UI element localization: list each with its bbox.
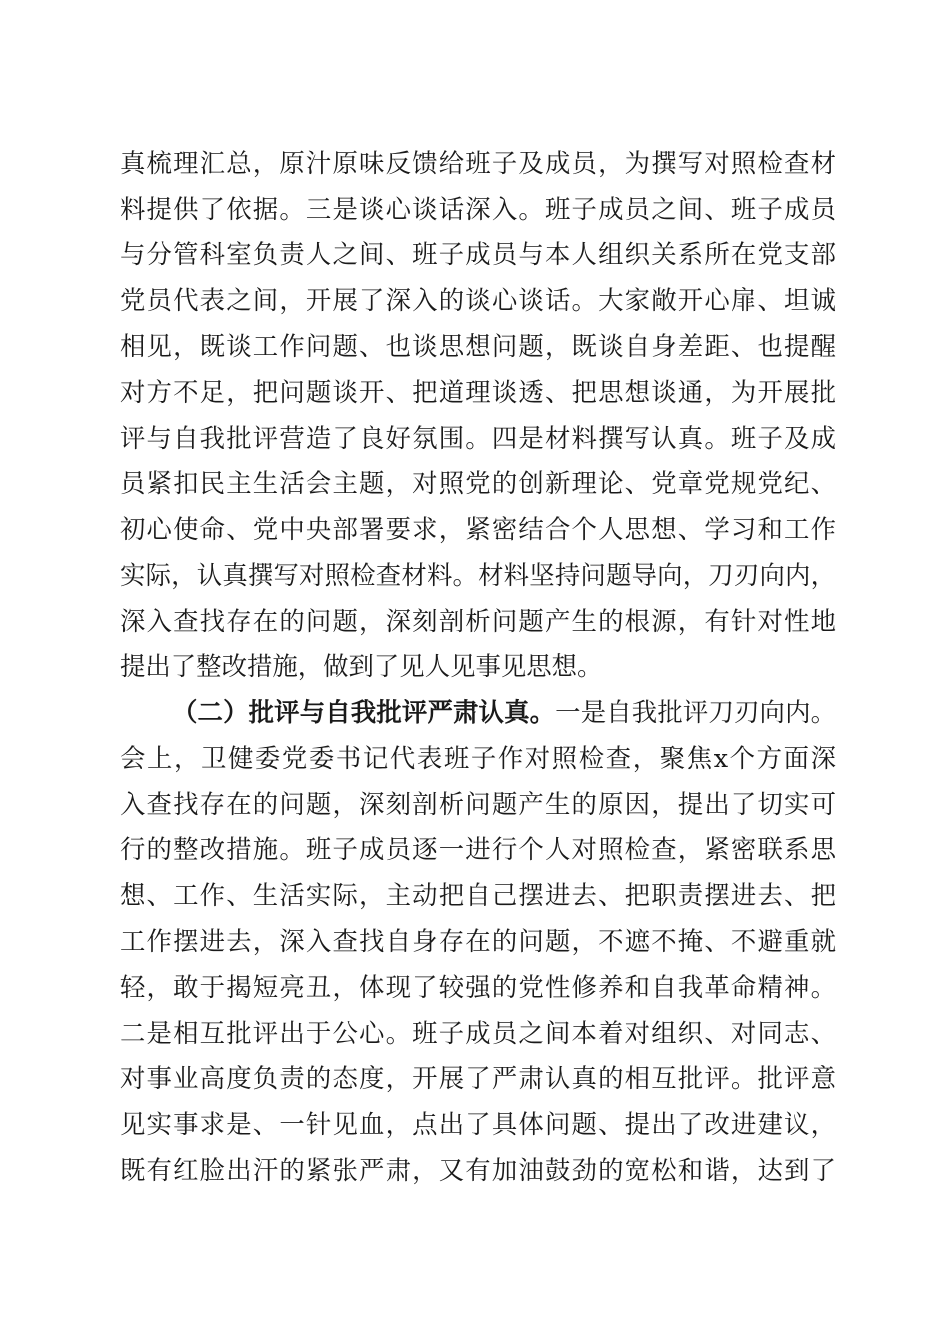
- text-line: 真梳理汇总，原汁原味反馈给班子及成员，为撰写对照检查材: [120, 148, 836, 178]
- text-line: 想、工作、生活实际，主动把自己摆进去、把职责摆进去、把: [120, 880, 836, 910]
- text-line: 既有红脸出汗的紧张严肃，又有加油鼓劲的宽松和谐，达到了: [120, 1155, 836, 1185]
- text-line: 工作摆进去，深入查找自身存在的问题，不遮不掩、不避重就: [120, 926, 836, 956]
- text-line: 评与自我批评营造了良好氛围。四是材料撰写认真。班子及成: [120, 423, 836, 453]
- text-line: 党员代表之间，开展了深入的谈心谈话。大家敞开心扉、坦诚: [120, 285, 836, 315]
- text-line: 二是相互批评出于公心。班子成员之间本着对组织、对同志、: [120, 1018, 836, 1048]
- section-heading: （二）批评与自我批评严肃认真。: [172, 697, 556, 727]
- text-line: 与分管科室负责人之间、班子成员与本人组织关系所在党支部: [120, 239, 836, 269]
- text-line: 实际，认真撰写对照检查材料。材料坚持问题导向，刀刃向内，: [120, 560, 836, 590]
- section-heading-line: [172, 692, 836, 732]
- text-line: 会上，卫健委党委书记代表班子作对照检查，聚焦x个方面深: [120, 743, 836, 773]
- text-line: 提出了整改措施，做到了见人见事见思想。: [120, 651, 603, 681]
- text-line: 见实事求是、一针见血，点出了具体问题、提出了改进建议，: [120, 1109, 836, 1139]
- text-line: 员紧扣民主生活会主题，对照党的创新理论、党章党规党纪、: [120, 468, 836, 498]
- text-line: 对事业高度负责的态度，开展了严肃认真的相互批评。批评意: [120, 1063, 836, 1093]
- text-line: 初心使命、党中央部署要求，紧密结合个人思想、学习和工作: [120, 514, 836, 544]
- text-line: 相见，既谈工作问题、也谈思想问题，既谈自身差距、也提醒: [120, 331, 836, 361]
- text-line: 深入查找存在的问题，深刻剖析问题产生的根源，有针对性地: [120, 606, 836, 636]
- text-line: 料提供了依据。三是谈心谈话深入。班子成员之间、班子成员: [120, 194, 836, 224]
- section-heading-rest: 一是自我批评刀刃向内。: [555, 697, 836, 727]
- text-line: 轻，敢于揭短亮丑，体现了较强的党性修养和自我革命精神。: [120, 972, 836, 1002]
- text-line: 入查找存在的问题，深刻剖析问题产生的原因，提出了切实可: [120, 789, 836, 819]
- text-line: 行的整改措施。班子成员逐一进行个人对照检查，紧密联系思: [120, 834, 836, 864]
- text-line: 对方不足，把问题谈开、把道理谈透、把思想谈通，为开展批: [120, 377, 836, 407]
